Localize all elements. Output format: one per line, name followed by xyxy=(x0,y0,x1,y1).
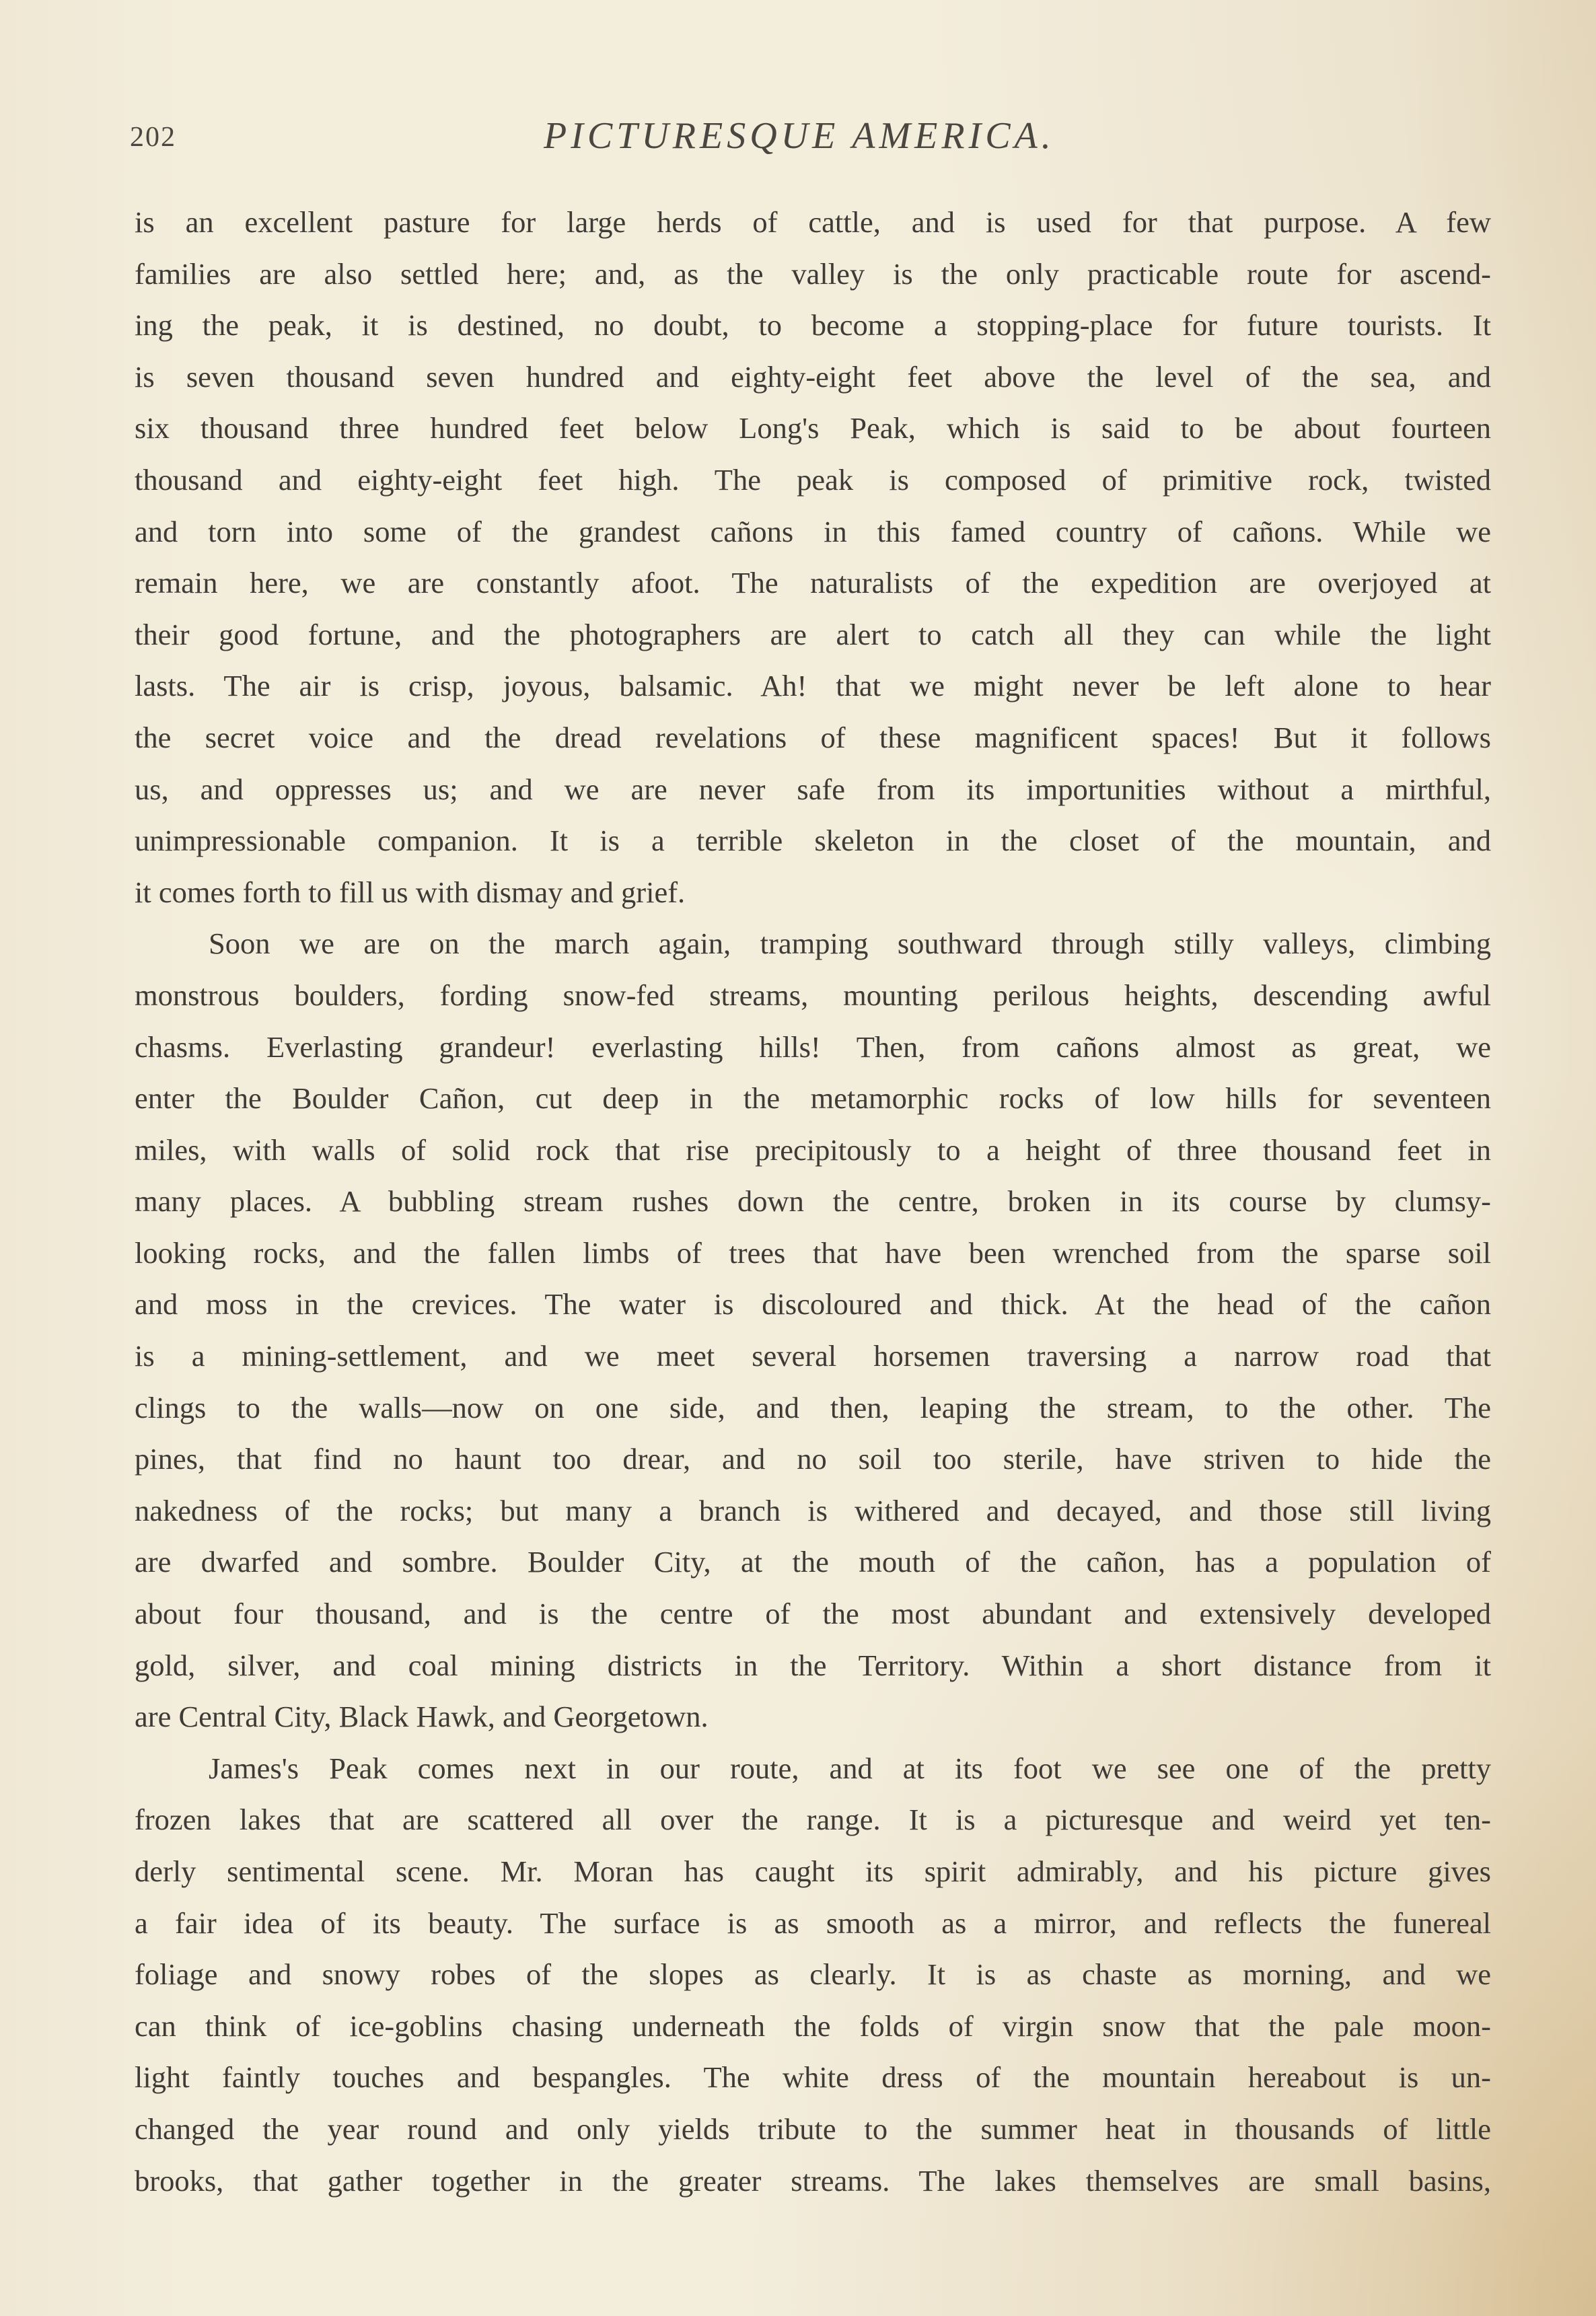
text-line: frozen lakes that are scattered all over the range. It is a picturesque and weird yet ten- xyxy=(135,1803,1491,1837)
text-line: nakedness of the rocks; but many a branch is withered and decayed, and those still living xyxy=(135,1493,1491,1527)
text-line: enter the Boulder Cañon, cut deep in the metamorphic rocks of low hills for seventeen xyxy=(135,1081,1491,1116)
text-line: the secret voice and the dread revelations of these magnificent spaces! But it follows xyxy=(135,720,1491,754)
paragraph-1 xyxy=(135,196,1491,918)
text-line: James's Peak comes next in our route, and at its foot we see one of the pretty xyxy=(209,1751,1491,1785)
text-line: brooks, that gather together in the greater streams. The lakes themselves are small basins, xyxy=(135,2163,1491,2198)
text-line: us, and oppresses us; and we are never safe from its importunities without a mirthful, xyxy=(135,772,1491,806)
paragraph-3 xyxy=(135,1743,1491,2206)
text-line: families are also settled here; and, as the valley is the only practicable route for ascend- xyxy=(135,256,1491,291)
text-line: light faintly touches and bespangles. The white dress of the mountain hereabout is un- xyxy=(135,2060,1491,2095)
text-line: it comes forth to fill us with dismay and grief. xyxy=(135,875,686,909)
text-line: are dwarfed and sombre. Boulder City, at the mouth of the cañon, has a population of xyxy=(135,1545,1491,1579)
text-line: Soon we are on the march again, tramping southward through stilly valleys, climbing xyxy=(209,927,1491,961)
text-line: chasms. Everlasting grandeur! everlasting hills! Then, from cañons almost as great, we xyxy=(135,1029,1491,1064)
text-line: six thousand three hundred feet below Long's Peak, which is said to be about fourteen xyxy=(135,411,1491,445)
text-line: unimpressionable companion. It is a terrible skeleton in the closet of the mountain, and xyxy=(135,824,1491,858)
page-number: 202 xyxy=(130,122,176,153)
paragraph-2 xyxy=(135,918,1491,1743)
text-line: pines, that find no haunt too drear, and no soil too sterile, have striven to hide the xyxy=(135,1442,1491,1476)
text-line: is a mining-settlement, and we meet several horsemen traversing a narrow road that xyxy=(135,1339,1491,1373)
text-line: foliage and snowy robes of the slopes as clearly. It is as chaste as morning, and we xyxy=(135,1957,1491,1992)
text-line: looking rocks, and the fallen limbs of trees that have been wrenched from the sparse soil xyxy=(135,1235,1491,1270)
text-line: a fair idea of its beauty. The surface is as smooth as a mirror, and reflects the funereal xyxy=(135,1906,1491,1940)
text-line: ing the peak, it is destined, no doubt, to become a stopping-place for future tourists. It xyxy=(135,308,1491,342)
text-line: their good fortune, and the photographers are alert to catch all they can while the light xyxy=(135,617,1491,651)
running-head xyxy=(0,106,1596,167)
text-line: thousand and eighty-eight feet high. The peak is composed of primitive rock, twisted xyxy=(135,462,1491,497)
text-line: is seven thousand seven hundred and eighty-eight feet above the level of the sea, and xyxy=(135,359,1491,394)
text-line: clings to the walls—now on one side, and then, leaping the stream, to the other. The xyxy=(135,1390,1491,1424)
body-text xyxy=(135,196,1491,2206)
text-line: are Central City, Black Hawk, and Georgetown. xyxy=(135,1700,709,1734)
text-line: many places. A bubbling stream rushes down the centre, broken in its course by clumsy- xyxy=(135,1184,1491,1219)
text-line: monstrous boulders, fording snow-fed streams, mounting perilous heights, descending awful xyxy=(135,978,1491,1012)
text-line: can think of ice-goblins chasing underneath the folds of virgin snow that the pale moon- xyxy=(135,2009,1491,2043)
text-line: changed the year round and only yields tribute to the summer heat in thousands of little xyxy=(135,2111,1491,2146)
text-line: and torn into some of the grandest cañons in this famed country of cañons. While we xyxy=(135,514,1491,548)
text-line: miles, with walls of solid rock that rise precipitously to a height of three thousand feet in xyxy=(135,1132,1491,1167)
text-line: is an excellent pasture for large herds of cattle, and is used for that purpose. A few xyxy=(135,205,1491,239)
text-line: lasts. The air is crisp, joyous, balsamic. Ah! that we might never be left alone to hear xyxy=(135,669,1491,703)
text-line: about four thousand, and is the centre of the most abundant and extensively developed xyxy=(135,1597,1491,1631)
running-title: PICTURESQUE AMERICA. xyxy=(544,115,1055,157)
text-line: and moss in the crevices. The water is discoloured and thick. At the head of the cañon xyxy=(135,1287,1491,1322)
text-line: derly sentimental scene. Mr. Moran has caught its spirit admirably, and his picture gives xyxy=(135,1854,1491,1888)
text-line: gold, silver, and coal mining districts in the Territory. Within a short distance from it xyxy=(135,1648,1491,1682)
text-line: remain here, we are constantly afoot. The naturalists of the expedition are overjoyed at xyxy=(135,566,1491,600)
